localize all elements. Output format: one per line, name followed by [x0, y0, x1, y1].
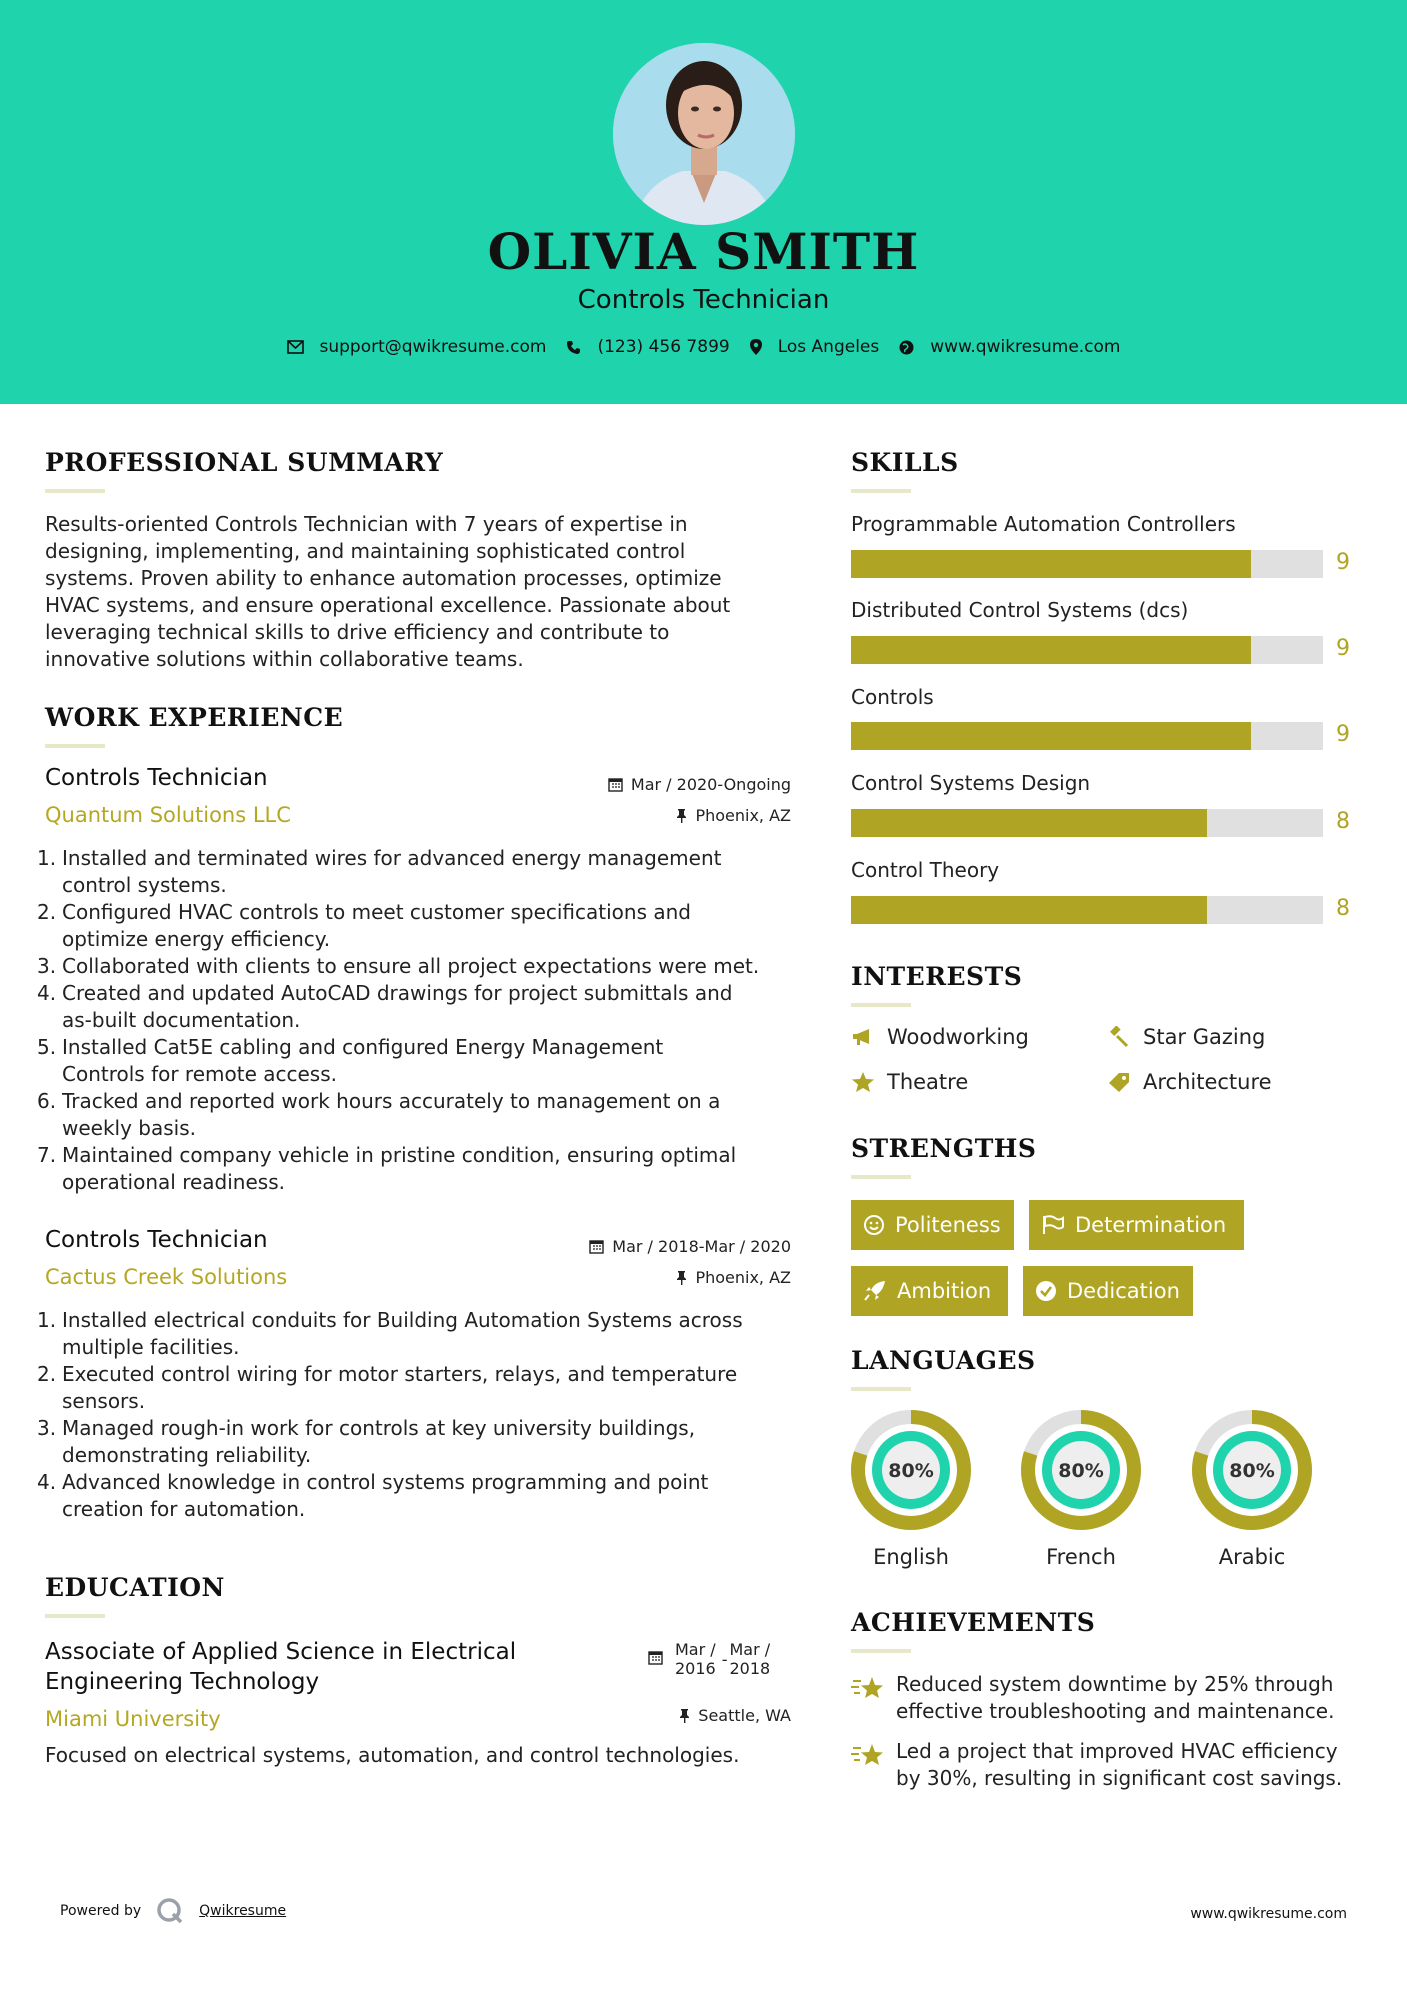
- strengths-underline: [851, 1175, 911, 1179]
- qwikresume-link[interactable]: Qwikresume: [199, 1903, 287, 1919]
- skill-name: Control Systems Design: [851, 771, 1091, 795]
- skill-bar-fill: [851, 636, 1251, 664]
- list-item: 2. Configured HVAC controls to meet customer specifications and optimize energy efficiency.: [37, 900, 691, 951]
- contact-phone[interactable]: [566, 337, 729, 357]
- interest-item: Architecture: [1107, 1070, 1272, 1094]
- summary-line: Results-oriented Controls Technician with 7 years of expertise in: [45, 512, 688, 536]
- contact-location: [750, 337, 880, 357]
- school-name: Miami University: [45, 1707, 221, 1731]
- skills-underline: [851, 489, 911, 493]
- summary-text: [45, 511, 785, 673]
- list-item: 4. Created and updated AutoCAD drawings for project submittals and as-built documentation.: [37, 981, 733, 1032]
- list-item: 3. Collaborated with clients to ensure all project expectations were met.: [37, 954, 760, 978]
- list-item: 6. Tracked and reported work hours accurately to management on a weekly basis.: [37, 1089, 721, 1140]
- summary-line: leveraging technical skills to drive efficiency and contribute to: [45, 620, 670, 644]
- skill-bar-fill: [851, 809, 1207, 837]
- skill-bar: [851, 809, 1323, 837]
- skills-heading: SKILLS: [851, 448, 959, 477]
- job-title: Controls Technician: [45, 1227, 268, 1253]
- summary-line: innovative solutions within collaborative teams.: [45, 647, 524, 671]
- qwikresume-logo-icon: [155, 1896, 185, 1926]
- skill-bar: [851, 722, 1323, 750]
- contact-website[interactable]: [899, 337, 1120, 357]
- strength-badge: Ambition: [851, 1266, 1008, 1316]
- job-date: [608, 775, 791, 794]
- strengths-heading: STRENGTHS: [851, 1134, 1037, 1163]
- degree-title: Associate of Applied Science in Electrical Engineering Technology: [45, 1639, 517, 1695]
- achievement-item: Led a project that improved HVAC efficiency by 30%, resulting in significant cost savings.: [851, 1738, 1371, 1792]
- bullhorn-icon: [851, 1027, 875, 1047]
- summary-heading: PROFESSIONAL SUMMARY: [45, 448, 444, 477]
- calendar-icon: [589, 1239, 604, 1254]
- language-gauge: [850, 1409, 972, 1531]
- list-item: 4. Advanced knowledge in control systems programming and point creation for automation.: [37, 1470, 709, 1521]
- footer-powered-by: Powered by Qwikresume: [60, 1896, 286, 1926]
- skill-name: Control Theory: [851, 858, 1000, 882]
- skill-level: 9: [1336, 722, 1350, 747]
- interest-item: Star Gazing: [1107, 1025, 1265, 1049]
- skill-level: 8: [1336, 809, 1350, 834]
- languages-heading: LANGUAGES: [851, 1346, 1036, 1375]
- job-location: [676, 1268, 791, 1287]
- language-label: English: [873, 1545, 949, 1569]
- job-title: Controls Technician: [45, 765, 268, 791]
- summary-line: systems. Proven ability to enhance automation processes, optimize: [45, 566, 722, 590]
- interest-item: Woodworking: [851, 1025, 1029, 1049]
- candidate-role: Controls Technician: [577, 285, 830, 315]
- skill-bar: [851, 550, 1323, 578]
- achievements-underline: [851, 1649, 911, 1653]
- job-company: Quantum Solutions LLC: [45, 803, 291, 827]
- pin-icon: [679, 1708, 690, 1723]
- phone-icon: [566, 340, 581, 355]
- language-gauge: [1191, 1409, 1313, 1531]
- rocket-icon: [863, 1280, 887, 1302]
- job-duties-list: [37, 845, 797, 1196]
- skill-bar-fill: [851, 550, 1251, 578]
- skill-bar-fill: [851, 722, 1251, 750]
- education-heading: EDUCATION: [45, 1573, 225, 1602]
- skill-name: Programmable Automation Controllers: [851, 512, 1236, 536]
- trophy-star-icon: [851, 1742, 885, 1770]
- summary-underline: [45, 489, 105, 493]
- contact-email[interactable]: [287, 337, 547, 357]
- skill-level: 9: [1336, 636, 1350, 661]
- job-company: Cactus Creek Solutions: [45, 1265, 288, 1289]
- footer-website[interactable]: www.qwikresume.com: [1190, 1906, 1347, 1922]
- skill-level: 8: [1336, 896, 1350, 921]
- check-circle-icon: [1035, 1280, 1057, 1302]
- interests-underline: [851, 1003, 911, 1007]
- summary-line: HVAC systems, and ensure operational excellence. Passionate about: [45, 593, 731, 617]
- tag-icon: [1107, 1071, 1131, 1093]
- languages-underline: [851, 1387, 911, 1391]
- skill-bar-fill: [851, 896, 1207, 924]
- achievement-item: Reduced system downtime by 25% through effective troubleshooting and maintenance.: [851, 1671, 1371, 1725]
- job-date-text: Mar / 2018-Mar / 2020: [612, 1237, 791, 1256]
- phone-text: (123) 456 7899: [597, 337, 730, 357]
- contact-bar: [0, 337, 1407, 357]
- strength-badge: Dedication: [1023, 1266, 1193, 1316]
- envelope-icon: [287, 340, 304, 354]
- skill-level: 9: [1336, 550, 1350, 575]
- list-item: 1. Installed and terminated wires for advanced energy management control systems.: [37, 846, 722, 897]
- flag-icon: [1041, 1215, 1065, 1235]
- job-date: [589, 1237, 791, 1256]
- language-percent: 80%: [1058, 1460, 1104, 1482]
- job-location: [676, 806, 791, 825]
- profile-photo: [613, 43, 795, 225]
- skill-bar: [851, 896, 1323, 924]
- map-marker-icon: [750, 339, 762, 355]
- gavel-icon: [1107, 1026, 1131, 1048]
- education-underline: [45, 1614, 105, 1618]
- pin-icon: [676, 808, 687, 823]
- education-location: Seattle, WA: [679, 1706, 791, 1725]
- list-item: 1. Installed electrical conduits for Building Automation Systems across multiple facilities.: [37, 1308, 743, 1359]
- email-text: support@qwikresume.com: [319, 337, 547, 357]
- language-label: Arabic: [1218, 1545, 1286, 1569]
- strength-badge: Determination: [1029, 1200, 1244, 1250]
- list-item: 5. Installed Cat5E cabling and configured Energy Management Controls for remote access.: [37, 1035, 664, 1086]
- list-item: 7. Maintained company vehicle in pristine condition, ensuring optimal operational readiness.: [37, 1143, 737, 1194]
- calendar-icon: [648, 1650, 663, 1665]
- job-location-text: Phoenix, AZ: [695, 1268, 791, 1287]
- experience-underline: [45, 744, 105, 748]
- language-percent: 80%: [888, 1460, 934, 1482]
- list-item: 3. Managed rough-in work for controls at key university buildings, demonstrating reliability.: [37, 1416, 696, 1467]
- smile-icon: [863, 1214, 885, 1236]
- globe-icon: [899, 340, 914, 355]
- calendar-icon: [608, 777, 623, 792]
- achievements-heading: ACHIEVEMENTS: [851, 1608, 1096, 1637]
- interests-heading: INTERESTS: [851, 962, 1023, 991]
- language-gauge: [1020, 1409, 1142, 1531]
- education-date: Mar / 2016 - Mar / 2018: [648, 1640, 770, 1678]
- summary-line: designing, implementing, and maintaining sophisticated control: [45, 539, 686, 563]
- candidate-name: OLIVIA SMITH: [487, 222, 920, 281]
- star-icon: [851, 1071, 875, 1093]
- resume-header: [0, 0, 1407, 404]
- skill-name: Distributed Control Systems (dcs): [851, 598, 1189, 622]
- list-item: 2. Executed control wiring for motor starters, relays, and temperature sensors.: [37, 1362, 738, 1413]
- pin-icon: [676, 1270, 687, 1285]
- interest-item: Theatre: [851, 1070, 968, 1094]
- job-duties-list: [37, 1307, 797, 1523]
- strength-badge: Politeness: [851, 1200, 1014, 1250]
- experience-heading: WORK EXPERIENCE: [45, 703, 344, 732]
- website-text: www.qwikresume.com: [930, 337, 1121, 357]
- language-percent: 80%: [1229, 1460, 1275, 1482]
- trophy-star-icon: [851, 1675, 885, 1703]
- location-text: Los Angeles: [777, 337, 880, 357]
- skill-bar: [851, 636, 1323, 664]
- language-label: French: [1046, 1545, 1116, 1569]
- job-location-text: Phoenix, AZ: [695, 806, 791, 825]
- job-date-text: Mar / 2020-Ongoing: [630, 775, 791, 794]
- education-description: Focused on electrical systems, automation, and control technologies.: [45, 1743, 740, 1767]
- skill-name: Controls: [851, 685, 934, 709]
